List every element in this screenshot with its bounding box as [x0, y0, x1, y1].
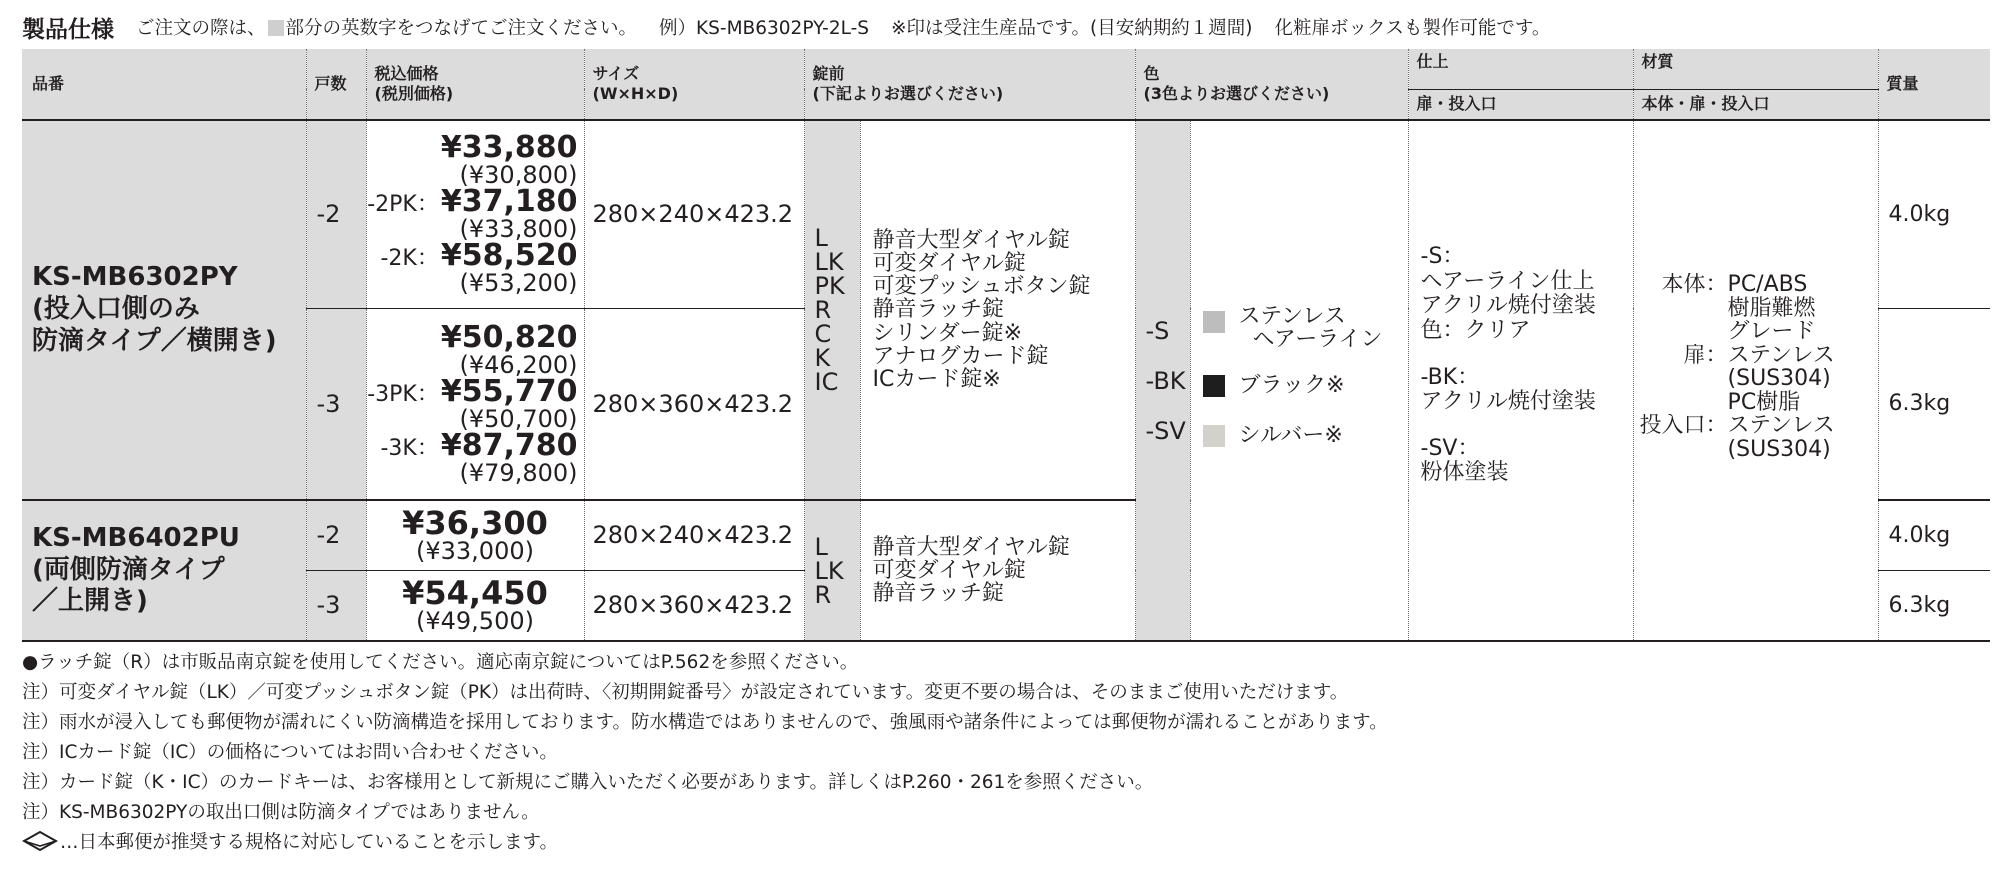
black-swatch — [1203, 375, 1225, 397]
lock-names-cell: 静音大型ダイヤル錠 可変ダイヤル錠 静音ラッチ錠 — [860, 500, 1135, 641]
size-cell: 280×240×423.2 — [584, 500, 804, 570]
order-instructions: ご注文の際は、 部分の英数字をつなげてご注文ください。 — [136, 18, 638, 39]
note-line: 注）ICカード錠（IC）の価格についてはお問い合わせください。 — [22, 742, 558, 763]
mass-cell: 4.0kg — [1878, 120, 1990, 308]
note-line: ●ラッチ錠（R）は市販品南京錠を使用してください。適応南京錠についてはP.562を参照ください。 — [22, 652, 859, 673]
size-cell: 280×360×423.2 — [584, 570, 804, 641]
header-size: サイズ (W×H×D) — [584, 49, 804, 120]
size-cell: 280×360×423.2 — [584, 308, 804, 500]
price-cell: ¥54,450 (¥49,500) — [366, 570, 584, 641]
header-color: 色 (3色よりお選びください) — [1135, 49, 1408, 120]
lock-names-cell: 静音大型ダイヤル錠 可変ダイヤル錠 可変プッシュボタン錠 静音ラッチ錠 シリンダー錠※ アナログカード錠 ICカード錠※ — [860, 120, 1135, 500]
price-cell: ¥33,880 (¥30,800) -2PK： ¥37,180 (¥33,800) -2K： ¥58,520 (¥53,200) — [366, 120, 584, 308]
table-row — [22, 120, 1990, 308]
note-line: 注）可変ダイヤル錠（LK）／可変プッシュボタン錠（PK）は出荷時、〈初期開錠番号〉が設定されています。変更不要の場合は、そのままご使用いただけます。 — [22, 682, 1349, 703]
price-cell: ¥36,300 (¥33,000) — [366, 500, 584, 570]
header-lock: 錠前 (下記よりお選びください) — [804, 49, 1135, 120]
note-line: 注）KS-MB6302PYの取出口側は防滴タイプではありません。 — [22, 802, 540, 823]
japan-post-standard-icon — [22, 830, 58, 852]
header-price: 税込価格 (税別価格) — [366, 49, 584, 120]
doors-cell: -2 — [306, 500, 366, 570]
header-finish-sub: 扉・投入口 — [1408, 89, 1633, 120]
color-codes-cell: -S -BK -SV — [1135, 120, 1190, 641]
decor-box-note: 化粧扉ボックスも製作可能です。 — [1274, 18, 1551, 39]
header-material: 材質 — [1633, 49, 1878, 89]
highlight-swatch — [268, 20, 284, 36]
header-finish: 仕上 — [1408, 49, 1633, 89]
made-to-order-note: ※印は受注生産品です。(目安納期約１週間) — [891, 18, 1253, 39]
header-material-sub: 本体・扉・投入口 — [1633, 89, 1878, 120]
header-doors: 戸数 — [306, 49, 366, 120]
material-cell: 本体： PC/ABS 樹脂難燃 グレード 扉： ステンレス (SUS304) PC樹脂 投入口： ステンレス (SUS304) — [1633, 120, 1878, 641]
order-example: 例）KS-MB6302PY-2L-S — [659, 18, 870, 39]
finish-cell: -S： ヘアーライン仕上 アクリル焼付塗装 色：クリア -BK： アクリル焼付塗装 -SV： 粉体塗装 — [1408, 120, 1633, 641]
doors-cell: -3 — [306, 308, 366, 500]
stainless-swatch — [1203, 311, 1225, 333]
lock-codes-cell: L LK R — [804, 500, 860, 641]
spec-table — [22, 49, 1990, 642]
silver-swatch — [1203, 425, 1225, 447]
spec-heading — [22, 10, 1550, 44]
model-cell: KS-MB6302PY (投入口側のみ 防滴タイプ／横開き) — [22, 120, 306, 500]
note-line: 注）雨水が浸入しても郵便物が濡れにくい防滴構造を採用しております。防水構造ではありませんので、強風雨や諸条件によっては郵便物が濡れることがあります。 — [22, 712, 1388, 733]
section-title: 製品仕様 — [22, 16, 114, 43]
header-model: 品番 — [22, 49, 306, 120]
mass-cell: 6.3kg — [1878, 570, 1990, 641]
color-option-black: ブラック※ — [1203, 361, 1408, 411]
mass-cell: 4.0kg — [1878, 500, 1990, 570]
color-option-stainless: ステンレス ヘアーライン — [1203, 301, 1408, 361]
price-cell: ¥50,820 (¥46,200) -3PK： ¥55,770 (¥50,700) -3K： ¥87,780 (¥79,800) — [366, 308, 584, 500]
mass-cell: 6.3kg — [1878, 308, 1990, 500]
jp-standard-note: …日本郵便が推奨する規格に対応していることを示します。 — [22, 828, 1388, 858]
model-cell: KS-MB6402PU (両側防滴タイプ ／上開き) — [22, 500, 306, 641]
notes-section — [22, 648, 1388, 858]
note-line: 注）カード錠（K・IC）のカードキーは、お客様用として新規にご購入いただく必要があります。詳しくはP.260・261を参照ください。 — [22, 772, 1154, 793]
lock-codes-cell: L LK PK R C K IC — [804, 120, 860, 500]
color-names-cell — [1190, 120, 1408, 641]
doors-cell: -3 — [306, 570, 366, 641]
doors-cell: -2 — [306, 120, 366, 308]
size-cell: 280×240×423.2 — [584, 120, 804, 308]
header-mass: 質量 — [1878, 49, 1990, 120]
color-option-silver: シルバー※ — [1203, 411, 1408, 461]
